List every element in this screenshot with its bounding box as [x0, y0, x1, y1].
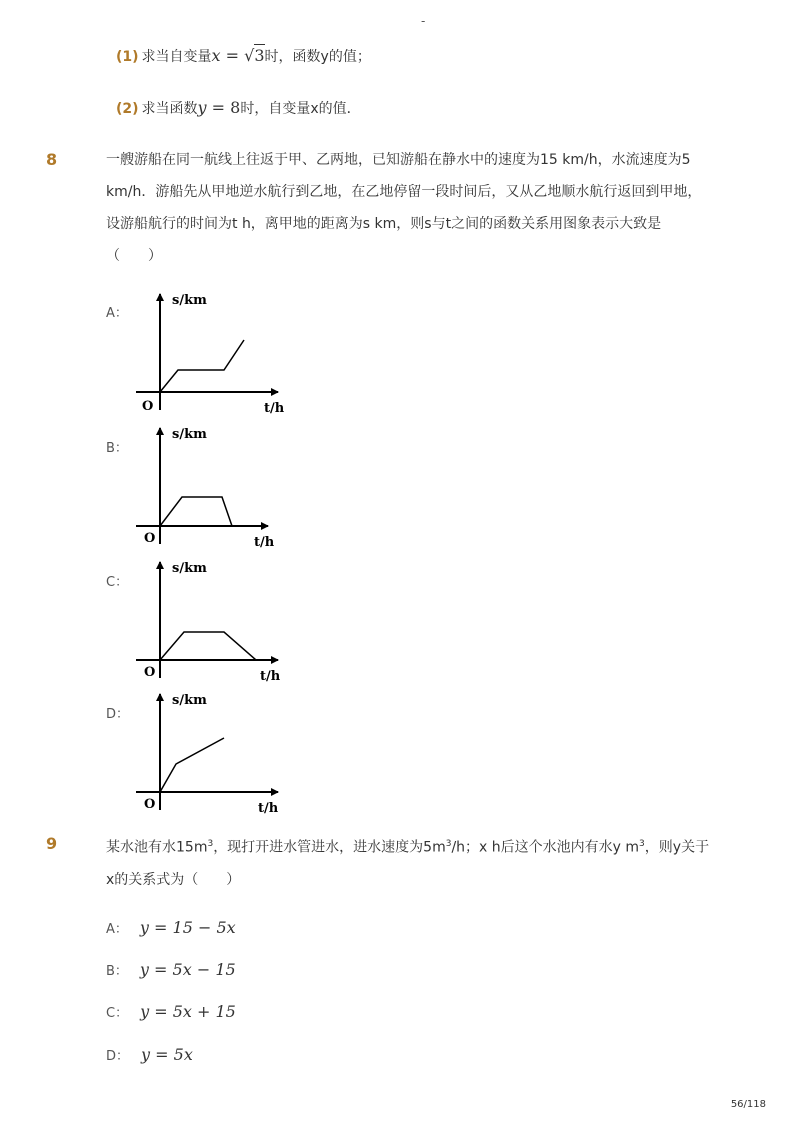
q7-part-1-var: x [211, 46, 221, 65]
q7-part-2-number: (2) [116, 101, 139, 117]
x-axis-label: t/h [254, 535, 275, 550]
q8-option-d-graph [132, 690, 292, 820]
origin-label: O [144, 665, 156, 680]
q7-part-2-post: 时，自变量x的值． [240, 101, 361, 117]
question-8-text [106, 144, 786, 272]
q9-option-a-lhs: y [139, 918, 149, 937]
q9-option-b-label: B： [106, 964, 128, 979]
q9-option-c-lhs: y [140, 1002, 150, 1021]
graph-line [160, 340, 244, 392]
q9-text-a: 某水池有水15m [106, 839, 208, 856]
y-axis-label: s/km [172, 561, 207, 576]
q7-part-1 [116, 46, 371, 66]
q7-part-1-pre: 求当自变量 [141, 49, 212, 65]
q9-option-b-rhs: 5x − 15 [172, 960, 236, 979]
graph-line [160, 632, 256, 660]
q9-option-a-eq: = [148, 918, 173, 937]
origin-label: O [142, 399, 154, 414]
q9-option-c[interactable] [106, 1002, 236, 1021]
q7-part-1-eq: = [220, 46, 245, 65]
q9-option-d-eq: = [150, 1045, 174, 1064]
q9-text-b: ，现打开进水管进水，进水速度为5m [213, 839, 446, 856]
question-9-line-1 [106, 828, 786, 864]
q8-option-d-label[interactable]: D： [106, 707, 130, 722]
q8-option-c-graph [132, 558, 292, 688]
origin-label: O [144, 797, 156, 812]
q9-option-d[interactable] [106, 1045, 193, 1064]
question-8-line-2: km/h．游船先从甲地逆水航行到乙地，在乙地停留一段时间后，又从乙地顺水航行返回到甲地， [106, 184, 702, 200]
q7-part-2-var: y [197, 98, 207, 117]
q7-part-2-value: 8 [230, 98, 241, 117]
graph-line [160, 497, 232, 526]
sqrt-sign: √ [244, 46, 255, 65]
q8-option-c-label[interactable]: C： [106, 575, 129, 590]
q7-part-2 [116, 98, 361, 118]
q8-option-a-graph [132, 290, 292, 420]
origin-label: O [144, 531, 156, 546]
q8-option-a-label[interactable]: A： [106, 306, 128, 321]
page-number: 56/118 [730, 1099, 766, 1110]
question-9-line-2: x的关系式为（ ） [106, 871, 241, 888]
q9-option-b-lhs: y [139, 960, 149, 979]
q9-option-a-label: A： [106, 922, 128, 937]
q9-sup-3: 3 [639, 839, 645, 849]
question-9-number: 9 [46, 834, 58, 853]
q7-part-2-eq: = [206, 98, 231, 117]
q9-option-c-rhs: 5x + 15 [172, 1002, 236, 1021]
x-axis-label: t/h [264, 401, 285, 416]
q7-part-1-sqrt-value: 3 [254, 46, 265, 65]
graph-line [160, 738, 224, 792]
q9-option-b-eq: = [148, 960, 173, 979]
q9-text-d: ，则y关于 [644, 839, 710, 856]
q7-part-1-number: (1) [116, 49, 139, 65]
question-8-line-3: 设游船航行的时间为t h，离甲地的距离为s km，则s与t之间的函数关系用图象表示大致是 [106, 216, 662, 232]
x-axis-label: t/h [260, 669, 281, 684]
y-axis-label: s/km [172, 693, 207, 708]
question-8-number: 8 [46, 150, 58, 169]
q9-option-d-lhs: y [141, 1045, 151, 1064]
q7-part-2-pre: 求当函数 [141, 101, 198, 117]
q9-option-a[interactable] [106, 918, 236, 937]
question-8-line-4: （ ） [106, 248, 162, 264]
x-axis-label: t/h [258, 801, 279, 816]
header-mark: - [421, 14, 426, 28]
q9-sup-1: 3 [207, 839, 214, 849]
q9-option-d-label: D： [106, 1049, 130, 1064]
question-9-text [106, 828, 786, 896]
question-8-line-1: 一艘游船在同一航线上往返于甲、乙两地，已知游船在静水中的速度为15 km/h，水流速度为5 [106, 152, 691, 168]
q9-option-b[interactable] [106, 960, 236, 979]
y-axis-label: s/km [172, 293, 207, 308]
q9-option-c-eq: = [149, 1002, 173, 1021]
y-axis-label: s/km [172, 427, 207, 442]
q9-option-d-rhs: 5x [173, 1045, 193, 1064]
q9-option-a-rhs: 15 − 5x [172, 918, 236, 937]
q9-text-c: /h；x h后这个水池内有水y m [451, 839, 640, 856]
q9-sup-2: 3 [445, 839, 452, 849]
q7-part-1-post: 时，函数y的值； [264, 49, 371, 65]
q9-option-c-label: C： [106, 1006, 129, 1021]
q8-option-b-label[interactable]: B： [106, 441, 128, 456]
q8-option-b-graph [132, 424, 292, 554]
